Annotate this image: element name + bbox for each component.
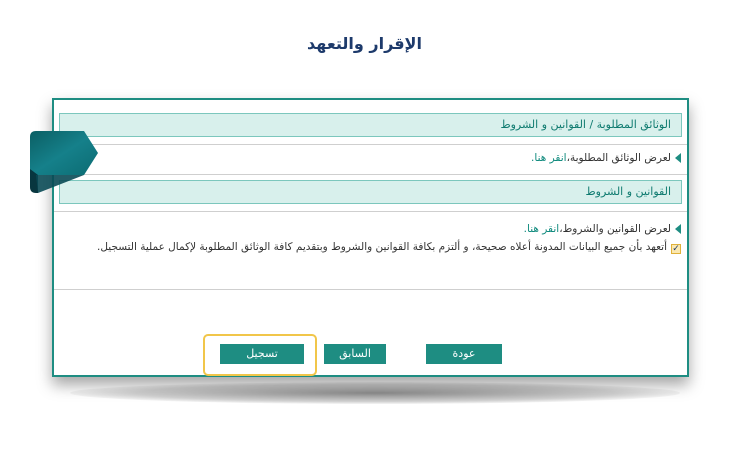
previous-button[interactable]: السابق: [324, 344, 386, 364]
back-button[interactable]: عودة: [426, 344, 502, 364]
divider: [54, 211, 687, 212]
divider: [54, 289, 687, 290]
panel-shadow: [70, 382, 680, 404]
bullet-arrow-icon: [675, 153, 681, 163]
agreement-text: أتعهد بأن جميع البيانات المدونة أعلاه صحيحة، و ألتزم بكافة القوانين والشروط وبتقديم كافة الوثائق المطلوبة لإكمال عملية التسجيل.: [97, 241, 667, 253]
terms-row-text: لعرض القوانين والشروط،: [559, 223, 671, 235]
register-button[interactable]: تسجيل: [220, 344, 304, 364]
agreement-checkbox[interactable]: ✓: [672, 244, 680, 254]
ribbon-tab-icon: [28, 131, 98, 193]
documents-section-header: الوثائق المطلوبة / القوانين و الشروط: [59, 113, 682, 137]
divider: [54, 174, 687, 175]
bullet-arrow-icon: [675, 224, 681, 234]
terms-section-header: القوانين و الشروط: [59, 180, 682, 204]
divider: [54, 144, 687, 145]
page-title: الإقرار والتعهد: [307, 34, 422, 53]
declaration-panel: [52, 98, 689, 377]
documents-row-text: لعرض الوثائق المطلوبة،: [566, 152, 671, 164]
agreement-row: [76, 240, 681, 255]
documents-row: [531, 152, 681, 164]
documents-link[interactable]: انقر هنا.: [531, 152, 567, 164]
terms-link[interactable]: انقر هنا.: [523, 223, 560, 235]
terms-row: [524, 223, 681, 235]
